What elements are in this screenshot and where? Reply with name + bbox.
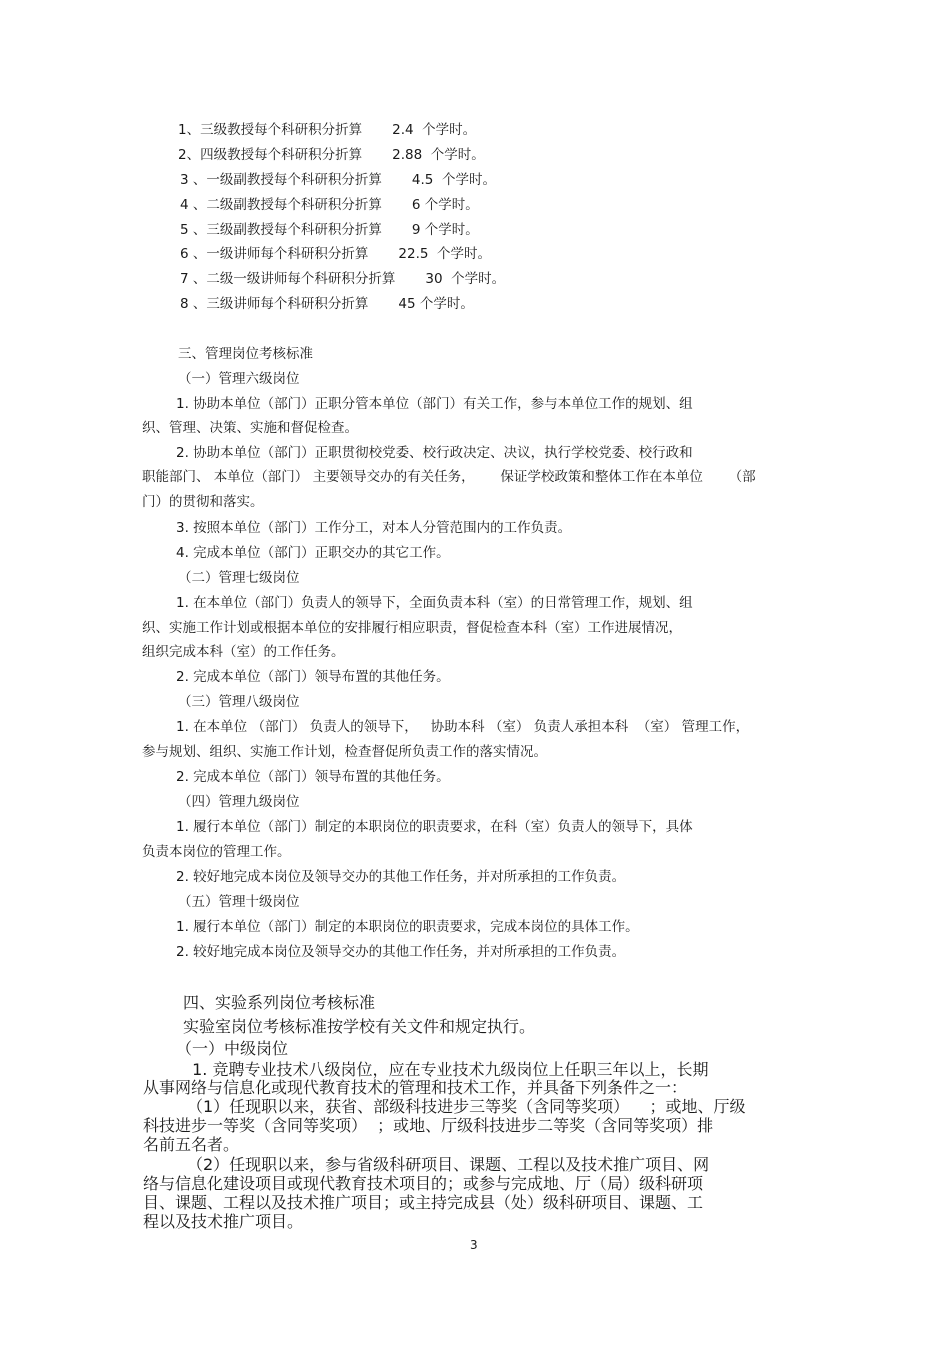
score-line-4: 4 、二级副教授每个科研积分折算 6 个学时。 xyxy=(180,197,479,213)
paragraph-line: 1. 在本单位 （部门） 负责人的领导下， 协助本科 （室） 负责人承担本科 （室） 管理工作， xyxy=(176,719,750,735)
subheading-level-10: （五）管理十级岗位 xyxy=(178,894,300,910)
paragraph-line: 2. 完成本单位（部门）领导布置的其他任务。 xyxy=(176,769,450,785)
paragraph-line: 3. 按照本单位（部门）工作分工，对本人分管范围内的工作负责。 xyxy=(176,520,572,536)
subheading-level-6: （一）管理六级岗位 xyxy=(178,371,300,387)
paragraph-line: 门）的贯彻和落实。 xyxy=(142,494,264,510)
paragraph-line: 目、课题、工程以及技术推广项目；或主持完成县（处）级科研项目、课题、工 xyxy=(143,1193,704,1212)
paragraph-line: 2. 较好地完成本岗位及领导交办的其他工作任务，并对所承担的工作负责。 xyxy=(176,869,626,885)
score-line-8: 8 、三级讲师每个科研积分折算 45 个学时。 xyxy=(180,296,474,312)
paragraph-line: 科技进步一等奖（含同等奖项） ；或地、厅级科技进步二等奖（含同等奖项）排 xyxy=(143,1116,714,1135)
paragraph-line: （2）任现职以来，参与省级科研项目、课题、工程以及技术推广项目、网 xyxy=(187,1155,710,1174)
paragraph-line: 2. 协助本单位（部门）正职贯彻校党委、校行政决定、决议，执行学校党委、校行政和 xyxy=(176,445,693,461)
paragraph-line: 1. 竞聘专业技术八级岗位，应在专业技术九级岗位上任职三年以上，长期 xyxy=(187,1060,709,1079)
paragraph-line: 1. 履行本单位（部门）制定的本职岗位的职责要求，在科（室）负责人的领导下，具体 xyxy=(176,819,693,835)
paragraph-line: （1）任现职以来，获省、部级科技进步三等奖（含同等奖项） ；或地、厅级 xyxy=(187,1097,746,1116)
score-line-6: 6 、一级讲师每个科研积分折算 22.5 个学时。 xyxy=(180,246,492,262)
paragraph-line: 职能部门、 本单位（部门） 主要领导交办的有关任务， 保证学校政策和整体工作在本单位 （部 xyxy=(142,469,756,485)
paragraph-line: 络与信息化建设项目或现代教育技术项目的；或参与完成地、厅（局）级科研项 xyxy=(143,1174,704,1193)
score-line-1: 1、三级教授每个科研积分折算 2.4 个学时。 xyxy=(178,122,477,138)
paragraph-line: 织、实施工作计划或根据本单位的安排履行相应职责，督促检查本科（室）工作进展情况， xyxy=(142,620,682,636)
paragraph-line: 1. 在本单位（部门）负责人的领导下，全面负责本科（室）的日常管理工作，规划、组 xyxy=(176,595,693,611)
section-heading-management: 三、管理岗位考核标准 xyxy=(178,346,313,362)
score-line-3: 3 、一级副教授每个科研积分折算 4.5 个学时。 xyxy=(180,172,496,188)
subheading-level-9: （四）管理九级岗位 xyxy=(178,794,300,810)
paragraph-line: 4. 完成本单位（部门）正职交办的其它工作。 xyxy=(176,545,450,561)
page-number: 3 xyxy=(470,1238,478,1252)
paragraph-line: 实验室岗位考核标准按学校有关文件和规定执行。 xyxy=(183,1017,536,1036)
paragraph-line: 组织完成本科（室）的工作任务。 xyxy=(142,644,345,660)
paragraph-line: 参与规划、组织、实施工作计划，检查督促所负责工作的落实情况。 xyxy=(142,744,547,760)
paragraph-line: 从事网络与信息化或现代教育技术的管理和技术工作，并具备下列条件之一： xyxy=(143,1078,688,1097)
paragraph-line: 程以及技术推广项目。 xyxy=(143,1212,304,1231)
paragraph-line: 2. 较好地完成本岗位及领导交办的其他工作任务，并对所承担的工作负责。 xyxy=(176,944,626,960)
paragraph-line: 名前五名者。 xyxy=(143,1135,240,1154)
paragraph-line: 2. 完成本单位（部门）领导布置的其他任务。 xyxy=(176,669,450,685)
paragraph-line: 负责本岗位的管理工作。 xyxy=(142,844,291,860)
subheading-level-7: （二）管理七级岗位 xyxy=(178,570,300,586)
paragraph-line: 1. 履行本单位（部门）制定的本职岗位的职责要求，完成本岗位的具体工作。 xyxy=(176,919,639,935)
subheading-intermediate: （一）中级岗位 xyxy=(176,1039,289,1058)
subheading-level-8: （三）管理八级岗位 xyxy=(178,694,300,710)
score-line-5: 5 、三级副教授每个科研积分折算 9 个学时。 xyxy=(180,222,479,238)
score-line-7: 7 、二级一级讲师每个科研积分折算 30 个学时。 xyxy=(180,271,506,287)
paragraph-line: 1. 协助本单位（部门）正职分管本单位（部门）有关工作，参与本单位工作的规划、组 xyxy=(176,396,693,412)
score-line-2: 2、四级教授每个科研积分折算 2.88 个学时。 xyxy=(178,147,485,163)
section-heading-lab: 四、实验系列岗位考核标准 xyxy=(183,993,376,1012)
paragraph-line: 织、管理、决策、实施和督促检查。 xyxy=(142,420,358,436)
